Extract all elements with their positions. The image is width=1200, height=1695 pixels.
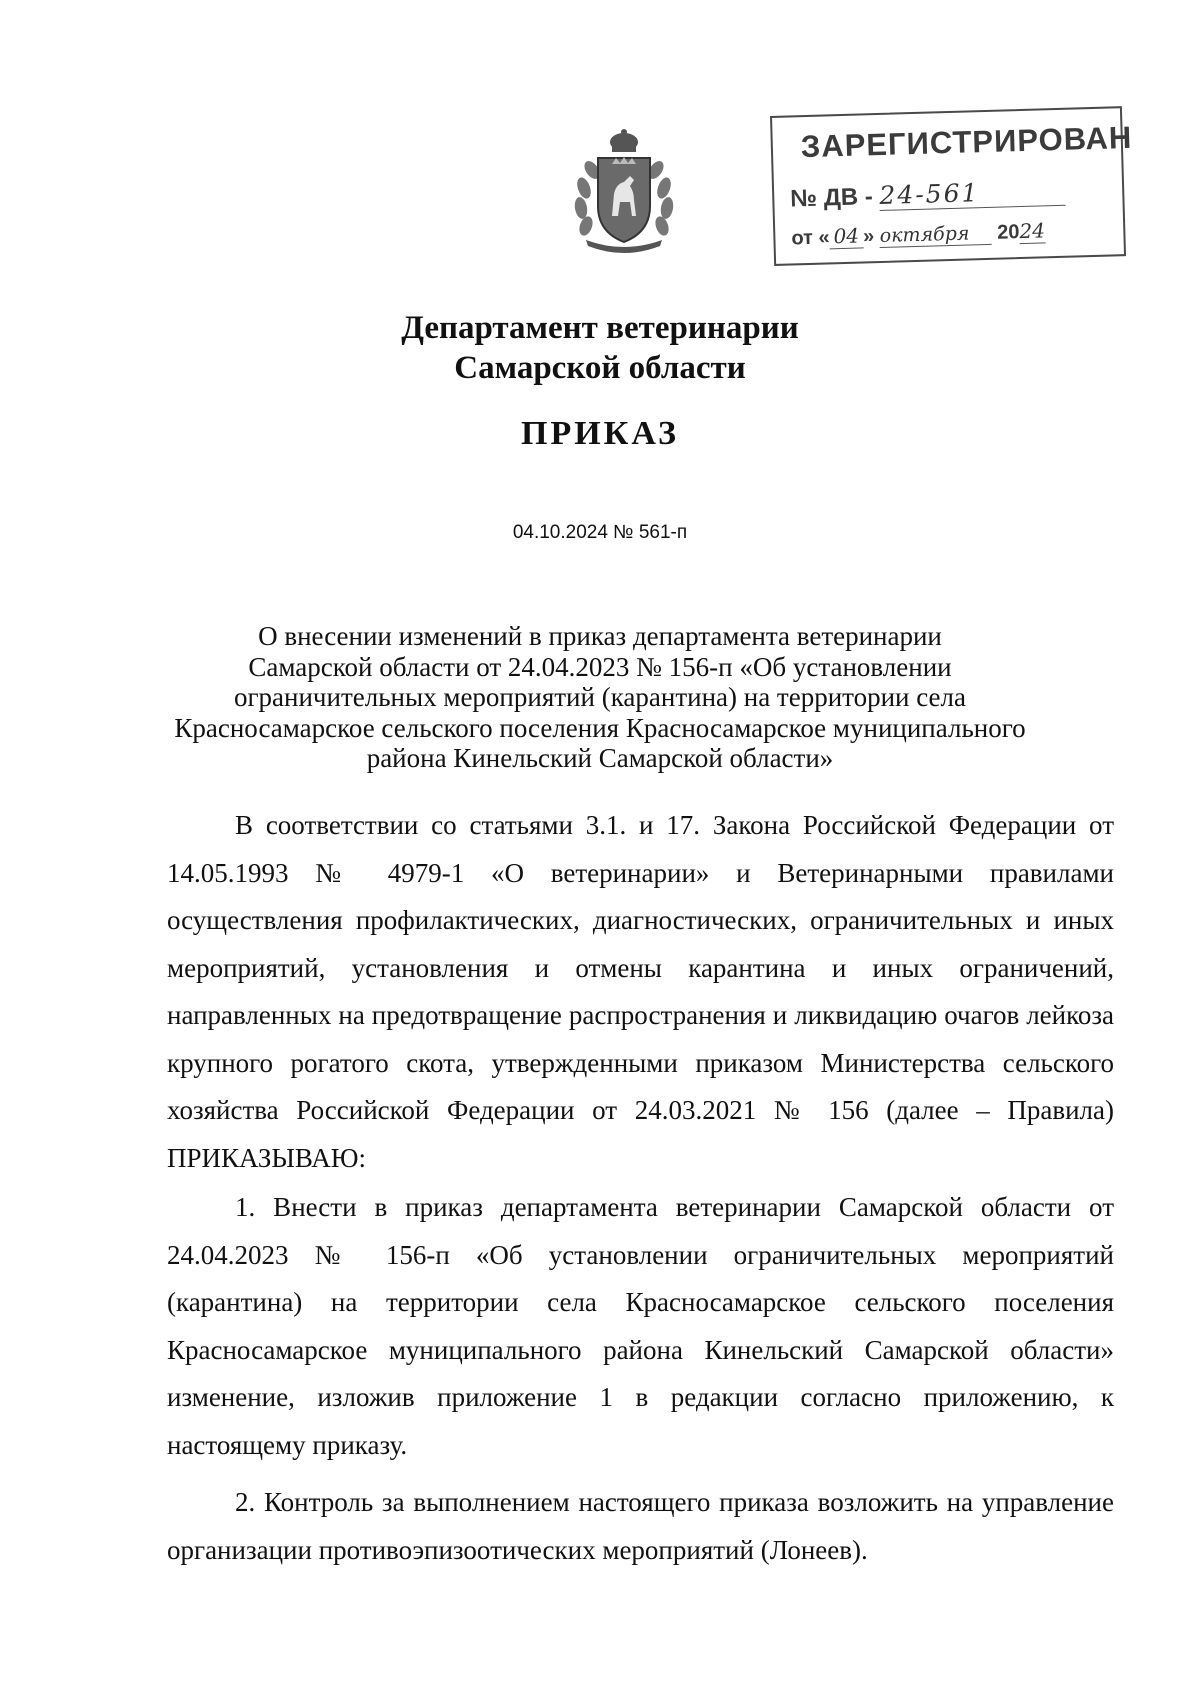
document-type-title: ПРИКАЗ xyxy=(521,415,679,452)
order-body xyxy=(167,802,1114,1574)
subject-line: О внесении изменений в приказ департамента ветеринарии xyxy=(258,621,942,651)
subject-line: ограничительных мероприятий (карантина) на территории села xyxy=(233,682,967,712)
item-1-paragraph: 1. Внести в приказ департамента ветеринарии Самарской области от 24.04.2023 № 156-п «Об установлении ограничительных мероприятий (карантина) на территории села Красносамарское сельского поселения Красносамарское муниципального района Кинельский Самарской области» изменение, изложив приложение 1 в редакции согласно приложению, к настоящему приказу. xyxy=(167,1192,1114,1460)
stamp-date-row xyxy=(791,218,1045,250)
coat-of-arms-emblem xyxy=(572,128,676,254)
stamp-date-year-suffix: 24 xyxy=(1019,218,1046,244)
stamp-number-handwritten: 24-561 xyxy=(879,176,1066,211)
stamp-number-label: № ДВ - xyxy=(789,183,874,213)
department-line-1: Департамент ветеринарии xyxy=(401,310,799,346)
stamp-date-month: октября xyxy=(879,222,992,248)
stamp-number-row xyxy=(790,176,1066,214)
subject-line: Самарской области от 24.04.2023 № 156-п «Об установлении xyxy=(248,651,952,682)
preamble-paragraph: В соответствии со статьями 3.1. и 17. Закона Российской Федерации от 14.05.1993 № 4979-1 «О ветеринарии» и Ветеринарными правилами осуществления профилактических, диагностических, ограничительных и иных мероприятий, установления и отмены карантина и иных ограничений, направленных на предотвращение распространения и ликвидацию очагов лейкоза крупного рогатого скота, утвержденными приказом Министерства сельского хозяйства Российской Федерации от 24.03.2021 № 156 (далее – Правила) ПРИКАЗЫВАЮ: xyxy=(167,810,1114,1173)
registration-stamp xyxy=(770,106,1133,266)
item-2-paragraph: 2. Контроль за выполнением настоящего приказа возложить на управление организации противоэпизоотических мероприятий (Лонеев). xyxy=(167,1487,1114,1565)
stamp-date-day: 04 xyxy=(829,223,863,249)
subject-line: района Кинельский Самарской области» xyxy=(366,743,834,773)
order-subject xyxy=(160,621,1040,774)
stamp-title: ЗАРЕГИСТРИРОВАН xyxy=(800,119,1133,165)
subject-line: Красносамарское сельского поселения Красносамарское муниципального xyxy=(174,712,1026,743)
stamp-date-year-prefix: 20 xyxy=(996,221,1020,244)
department-line-2: Самарской области xyxy=(454,350,746,386)
stamp-date-sep: » xyxy=(862,225,875,248)
stamp-date-label: от « xyxy=(791,226,830,250)
department-heading xyxy=(0,308,1200,388)
order-date-number: 04.10.2024 № 561-п xyxy=(512,522,688,543)
